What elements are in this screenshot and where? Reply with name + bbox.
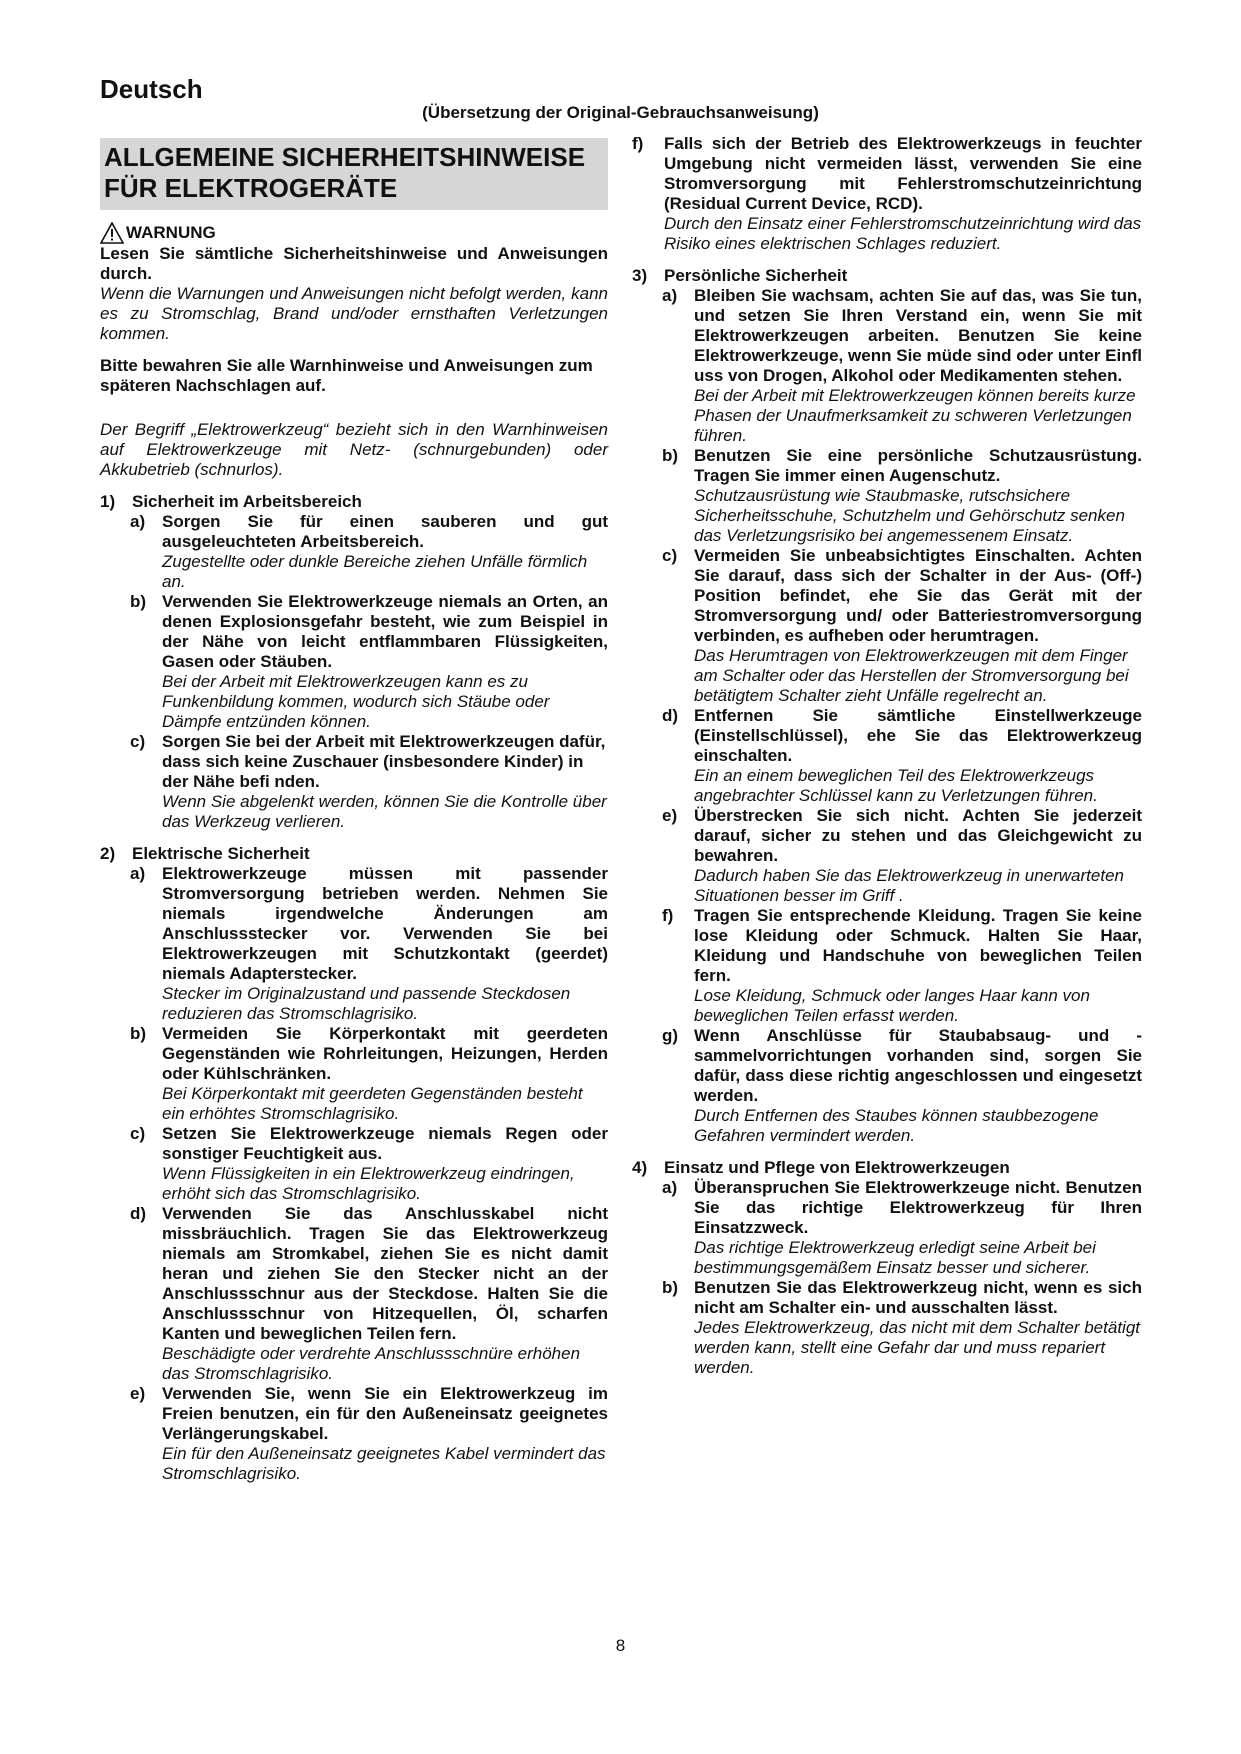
section-3-heading: 3) Persönliche Sicherheit <box>632 266 848 285</box>
warning-label: WARNUNG <box>126 223 216 242</box>
list-item: a) Elektrowerkzeuge müssen mit passender Stromversorgung betrieben werden. Nehmen Sie niemals irgendwelche Änderungen am Anschlussstecker vor. Verwenden Sie bei Elektrowerkzeugen mit Schutzkontakt (geerdet) niemals Adapterstecker. Stecker im Originalzustand und passende Steckdosen reduzieren das Stromschlagrisiko. <box>130 864 608 1023</box>
list-item: e) Überstrecken Sie sich nicht. Achten Sie jederzeit darauf, sicher zu stehen und das Gleichgewicht zu bewahren. Dadurch haben Sie das Elektrowerkzeug in unerwarteten Situationen besser im Griff . <box>662 806 1142 905</box>
section-1-heading: 1) Sicherheit im Arbeitsbereich <box>100 492 362 511</box>
keep-instructions-text: Bitte bewahren Sie alle Warnhinweise und Anweisungen zum späteren Nachschlagen auf. <box>100 356 593 395</box>
section-title: ALLGEMEINE SICHERHEITSHINWEISE FÜR ELEKTROGERÄTE <box>100 138 608 210</box>
list-item: b) Benutzen Sie das Elektrowerkzeug nicht, wenn es sich nicht am Schalter ein- und ausschalten lässt. Jedes Elektrowerkzeug, das nicht mit dem Schalter betätigt werden kann, stellt eine Gefahr dar und muss repariert werden. <box>662 1278 1142 1377</box>
list-item: f) Tragen Sie entsprechende Kleidung. Tragen Sie keine lose Kleidung oder Schmuck. Halten Sie Haar, Kleidung und Handschuhe von beweglichen Teilen fern. Lose Kleidung, Schmuck oder langes Haar kann von beweglichen Teilen erfasst werden. <box>662 906 1142 1025</box>
list-item: g) Wenn Anschlüsse für Staubabsaug- und -sammelvorrichtungen vorhanden sind, sorgen Sie dafür, dass diese richtig angeschlossen und eingesetzt werden. Durch Entfernen des Staubes können staubbezogene Gefahren vermindert werden. <box>662 1026 1142 1145</box>
list-item: a) Sorgen Sie für einen sauberen und gut ausgeleuchteten Arbeitsbereich. Zugestellte oder dunkle Bereiche ziehen Unfälle förmlich an. <box>130 512 608 591</box>
section-4-heading: 4) Einsatz und Pflege von Elektrowerkzeugen <box>632 1158 1010 1177</box>
warning-heading <box>100 222 608 244</box>
section-2-heading: 2) Elektrische Sicherheit <box>100 844 310 863</box>
list-item: b) Verwenden Sie Elektrowerkzeuge niemals an Orten, an denen Explosionsgefahr besteht, wie zum Beispiel in der Nähe von leicht entflammbaren Flüssigkeiten, Gasen oder Stäuben. Bei der Arbeit mit Elektrowerkzeugen kann es zu Funkenbildung kommen, wodurch sich Stäube oder Dämpfe entzünden können. <box>130 592 608 731</box>
warning-italic-text: Wenn die Warnungen und Anweisungen nicht befolgt werden, kann es zu Stromschlag, Brand und/oder ernsthaften Verletzungen kommen. <box>100 284 608 343</box>
page-number: 8 <box>615 1636 626 1655</box>
warning-bold-text: Lesen Sie sämtliche Sicherheitshinweise und Anweisungen durch. <box>100 244 608 283</box>
left-column <box>100 138 608 1484</box>
list-item: d) Verwenden Sie das Anschlusskabel nicht missbräuchlich. Tragen Sie das Elektrowerkzeug niemals am Stromkabel, ziehen Sie es nicht damit heran und ziehen Sie den Stecker nicht an der Anschlussschnur aus der Steckdose. Halten Sie die Anschlussschnur von Hitzequellen, Öl, scharfen Kanten und beweglichen Teilen fern. Beschädigte oder verdrehte Anschlussschnüre erhöhen das Stromschlagrisiko. <box>130 1204 608 1383</box>
list-item: a) Bleiben Sie wachsam, achten Sie auf das, was Sie tun, und setzen Sie Ihren Verstand ein, wenn Sie mit Elektrowerkzeugen arbeiten. Benutzen Sie keine Elektrowerkzeuge, wenn Sie müde sind oder unter Einfl uss von Drogen, Alkohol oder Medikamenten stehen. Bei der Arbeit mit Elektrowerkzeugen können bereits kurze Phasen der Unaufmerksamkeit zu schweren Verletzungen führen. <box>662 286 1142 445</box>
warning-triangle-icon <box>100 222 124 244</box>
language-label: Deutsch <box>100 74 203 104</box>
right-column <box>632 134 1142 1378</box>
list-item: c) Vermeiden Sie unbeabsichtigtes Einschalten. Achten Sie darauf, dass sich der Schalter in der Aus- (Off-) Position befindet, ehe Sie das Gerät mit der Stromversorgung und/ oder Batteriestromversorgung verbinden, es aufheben oder herumtragen. Das Herumtragen von Elektrowerkzeugen mit dem Finger am Schalter oder das Herstellen der Stromversorgung bei betätigtem Schalter zieht Unfälle regelrecht an. <box>662 546 1142 705</box>
list-item: a) Überanspruchen Sie Elektrowerkzeuge nicht. Benutzen Sie das richtige Elektrowerkzeug für Ihren Einsatzzweck. Das richtige Elektrowerkzeug erledigt seine Arbeit bei bestimmungsgemäßem Einsatz besser und sicherer. <box>662 1178 1142 1277</box>
list-item: d) Entfernen Sie sämtliche Einstellwerkzeuge (Einstellschlüssel), ehe Sie das Elektrowerkzeug einschalten. Ein an einem beweglichen Teil des Elektrowerkzeugs angebrachter Schlüssel kann zu Verletzungen führen. <box>662 706 1142 805</box>
list-item: c) Setzen Sie Elektrowerkzeuge niemals Regen oder sonstiger Feuchtigkeit aus. Wenn Flüssigkeiten in ein Elektrowerkzeug eindringen, erhöht sich das Stromschlagrisiko. <box>130 1124 608 1203</box>
term-definition-text: Der Begriff „Elektrowerkzeug“ bezieht sich in den Warnhinweisen auf Elektrowerkzeuge mit Netz- (schnurgebunden) oder Akkubetrieb (schnurlos). <box>100 420 608 479</box>
list-item: e) Verwenden Sie, wenn Sie ein Elektrowerkzeug im Freien benutzen, ein für den Außeneinsatz geeignetes Verlängerungskabel. Ein für den Außeneinsatz geeignetes Kabel vermindert das Stromschlagrisiko. <box>130 1384 608 1483</box>
list-item: c) Sorgen Sie bei der Arbeit mit Elektrowerkzeugen dafür, dass sich keine Zuschauer (insbesondere Kinder) in der Nähe befi nden. Wenn Sie abgelenkt werden, können Sie die Kontrolle über das Werkzeug verlieren. <box>130 732 607 831</box>
document-subtitle: (Übersetzung der Original-Gebrauchsanweisung) <box>422 103 819 122</box>
list-item: b) Vermeiden Sie Körperkontakt mit geerdeten Gegenständen wie Rohrleitungen, Heizungen, Herden oder Kühlschränken. Bei Körperkontakt mit geerdeten Gegenständen besteht ein erhöhtes Stromschlagrisiko. <box>130 1024 608 1123</box>
list-item: f) Falls sich der Betrieb des Elektrowerkzeugs in feuchter Umgebung nicht vermeiden lässt, verwenden Sie eine Stromversorgung mit Fehlerstromschutzeinrichtung (Residual Current Device, RCD). Durch den Einsatz einer Fehlerstromschutzeinrichtung wird das Risiko eines elektrischen Schlages reduziert. <box>632 134 1142 253</box>
list-item: b) Benutzen Sie eine persönliche Schutzausrüstung. Tragen Sie immer einen Augenschutz. Schutzausrüstung wie Staubmaske, rutschsichere Sicherheitsschuhe, Schutzhelm und Gehörschutz senken das Verletzungsrisiko bei angemessenem Einsatz. <box>662 446 1142 545</box>
